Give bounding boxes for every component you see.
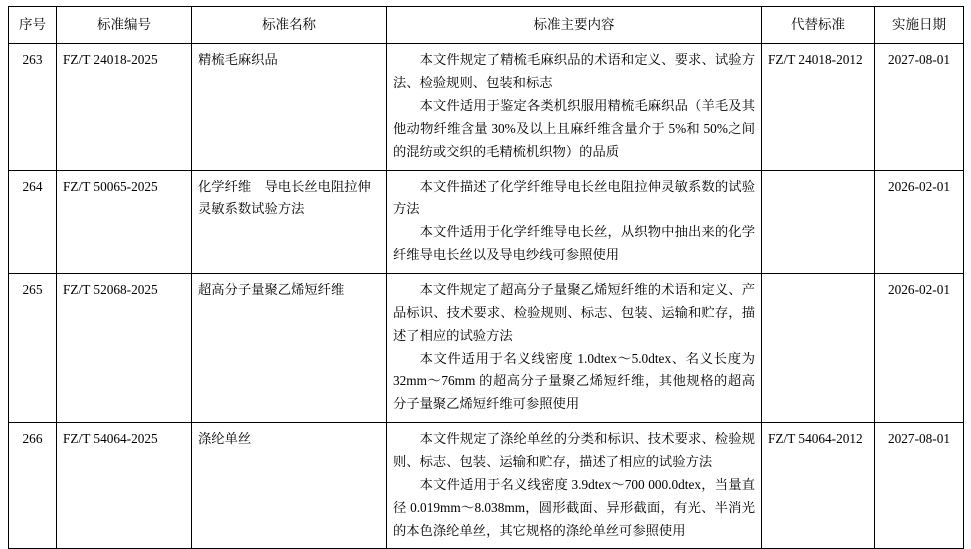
cell-content bbox=[387, 273, 762, 422]
cell-seq: 264 bbox=[9, 170, 57, 273]
content-paragraph: 本文件适用于化学纤维导电长丝，从织物中抽出来的化学纤维导电长丝以及导电纱线可参照使用 bbox=[393, 224, 755, 263]
cell-name bbox=[192, 273, 387, 422]
table-row bbox=[9, 273, 964, 422]
cell-code: FZ/T 54064-2025 bbox=[57, 423, 192, 549]
cell-date: 2026-02-01 bbox=[875, 170, 964, 273]
table-body bbox=[9, 44, 964, 549]
table-row bbox=[9, 423, 964, 549]
cell-code: FZ/T 50065-2025 bbox=[57, 170, 192, 273]
content-paragraph: 本文件适用于鉴定各类机织服用精梳毛麻织品（羊毛及其他动物纤维含量 30%及以上且麻纤维含量介于 5%和 50%之间的混纺或交织的毛精梳机织物）的品质 bbox=[393, 97, 755, 159]
cell-seq: 266 bbox=[9, 423, 57, 549]
cell-name-text: 超高分子量聚乙烯短纤维 bbox=[198, 281, 345, 297]
cell-replaces: FZ/T 54064-2012 bbox=[762, 423, 875, 549]
standards-table bbox=[8, 6, 964, 549]
column-header-content: 标准主要内容 bbox=[387, 7, 762, 44]
table-row bbox=[9, 170, 964, 273]
cell-code: FZ/T 24018-2025 bbox=[57, 44, 192, 170]
content-paragraph: 本文件适用于名义线密度 3.9dtex～700 000.0dtex，当量直径 0.019mm～8.038mm，圆形截面、异形截面，有光、半消光的本色涤纶单丝，其它规格的涤纶单丝可参照使用 bbox=[393, 476, 755, 538]
cell-name-text: 化学纤维 导电长丝电阻拉伸灵敏系数试验方法 bbox=[198, 178, 371, 217]
column-header-code: 标准编号 bbox=[57, 7, 192, 44]
cell-content bbox=[387, 170, 762, 273]
cell-date: 2026-02-01 bbox=[875, 273, 964, 422]
column-header-seq: 序号 bbox=[9, 7, 57, 44]
cell-name bbox=[192, 423, 387, 549]
column-header-date: 实施日期 bbox=[875, 7, 964, 44]
cell-name bbox=[192, 44, 387, 170]
cell-content bbox=[387, 44, 762, 170]
column-header-name: 标准名称 bbox=[192, 7, 387, 44]
cell-name bbox=[192, 170, 387, 273]
cell-code: FZ/T 52068-2025 bbox=[57, 273, 192, 422]
cell-replaces bbox=[762, 170, 875, 273]
column-header-replaces: 代替标准 bbox=[762, 7, 875, 44]
cell-date: 2027-08-01 bbox=[875, 423, 964, 549]
cell-content bbox=[387, 423, 762, 549]
cell-name-text: 涤纶单丝 bbox=[198, 431, 252, 447]
table-header bbox=[9, 7, 964, 44]
cell-replaces bbox=[762, 273, 875, 422]
content-paragraph: 本文件规定了精梳毛麻织品的术语和定义、要求、试验方法、检验规则、包装和标志 bbox=[393, 52, 755, 91]
content-paragraph: 本文件规定了涤纶单丝的分类和标识、技术要求、检验规则、标志、包装、运输和贮存，描述了相应的试验方法 bbox=[393, 431, 755, 469]
cell-seq: 265 bbox=[9, 273, 57, 422]
cell-seq: 263 bbox=[9, 44, 57, 170]
content-paragraph: 本文件规定了超高分子量聚乙烯短纤维的术语和定义、产品标识、技术要求、检验规则、标志、包装、运输和贮存，描述了相应的试验方法 bbox=[393, 281, 755, 343]
cell-replaces: FZ/T 24018-2012 bbox=[762, 44, 875, 170]
cell-name-text: 精梳毛麻织品 bbox=[198, 52, 278, 68]
table-row bbox=[9, 44, 964, 170]
table-header-row bbox=[9, 7, 964, 44]
cell-date: 2027-08-01 bbox=[875, 44, 964, 170]
content-paragraph: 本文件描述了化学纤维导电长丝电阻拉伸灵敏系数的试验方法 bbox=[393, 178, 755, 217]
content-paragraph: 本文件适用于名义线密度 1.0dtex～5.0dtex、名义长度为 32mm～76mm 的超高分子量聚乙烯短纤维，其他规格的超高分子量聚乙烯短纤维可参照使用 bbox=[393, 350, 755, 412]
